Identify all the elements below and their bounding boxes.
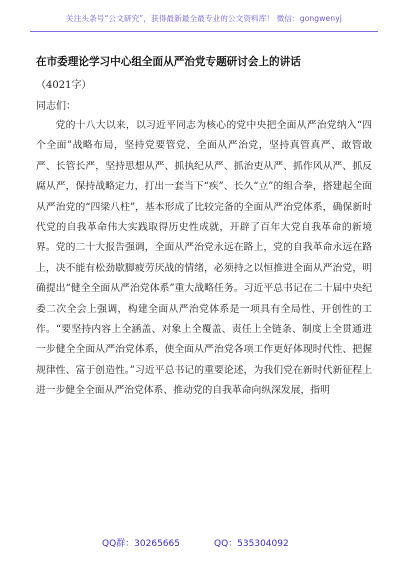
- document-title: 在市委理论学习中心组全面从严治党专题研讨会上的讲话: [36, 56, 301, 68]
- qq-contact-number: QQ：535304092: [214, 539, 289, 549]
- page-footer: [0, 534, 408, 554]
- body-paragraph: 党的十八大以来，以习近平同志为核心的党中央把全面从严治党纳入“四个全面”战略布局，坚持党要管党、全面从严治党，坚持真管真严、敢管敢严、长管长严，坚持思想从严、抓执纪从严、抓治吏从严、抓作风从严、抓反腐从严，保持战略定力，打出一套当下“疾”、长久“立”的组合拳，搭建起全面从严治党的“四梁八柱”，基本形成了比较完备的全面从严治党体系，确保新时代党的自我革命伟大实践取得历史性成就，开辟了百年大党自我革命的新境界。党的二十大报告强调，全面从严治党永远在路上，党的自我革命永远在路上，决不能有松劲歇脚疲劳厌战的情绪，必须持之以恒推进全面从严治党，明确提出“健全全面从严治党体系”重大战略任务。习近平总书记在二十届中央纪委二次全会上强调，构建全面从严治党体系是一项具有全局性、开创性的工作。“要坚持内容上全涵盖、对象上全覆盖、责任上全链条、制度上全贯通进一步健全全面从严治党体系，使全面从严治党各项工作更好体现时代性、把握规律性、富于创造性。”习近平总书记的重要论述，为我们党在新时代新征程上进一步健全全面从严治党体系、推动党的自我革命向纵深发展，指明: [36, 120, 372, 397]
- word-count: （4021字）: [36, 80, 92, 91]
- qq-group-number: QQ群：30265665: [102, 539, 180, 549]
- salutation: 同志们：: [36, 101, 76, 112]
- header-banner: 关注头条号“公文研究”，获得最新最全最专业的公文资料库！ 微信：gongwenyj: [66, 14, 342, 23]
- page-header: [0, 0, 408, 42]
- header-divider: [30, 31, 378, 32]
